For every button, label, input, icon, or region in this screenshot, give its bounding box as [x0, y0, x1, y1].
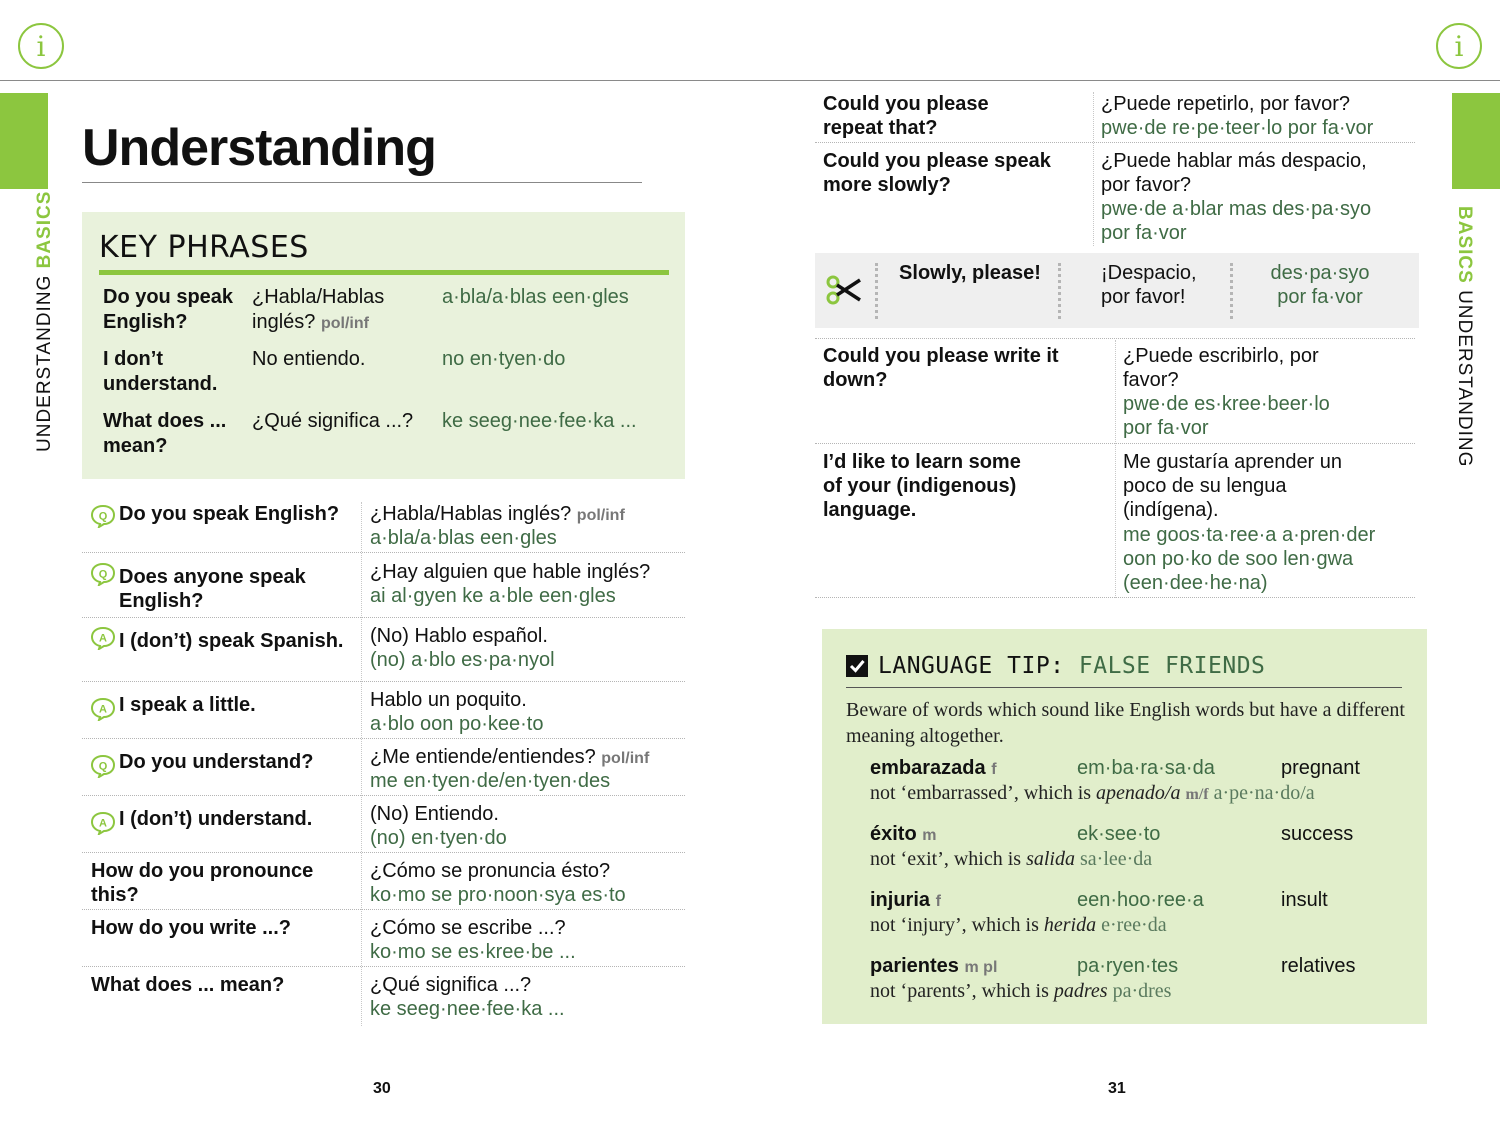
false-friend-meaning: success	[1281, 823, 1354, 845]
tip-intro: Beware of words which sound like English words but have a different meaning altogether.	[846, 699, 1405, 747]
real-word: salida	[1026, 848, 1075, 870]
phrase-english: I don’t understand.	[103, 348, 218, 395]
page-number-right: 31	[1108, 1080, 1126, 1097]
phrase-english: I speak a little.	[119, 694, 256, 716]
tip-heading	[878, 653, 1265, 679]
language-tip-box	[822, 629, 1427, 1024]
false-friend-note	[870, 781, 1315, 807]
real-pronunciation: pa·dres	[1112, 980, 1172, 1002]
phrase-english: I (don’t) understand.	[119, 808, 313, 830]
svg-text:Q: Q	[98, 760, 108, 773]
note-text: not ‘parents’, which is	[870, 980, 1049, 1002]
phrase-pronunciation: ko·mo se es·kree·be ...	[370, 941, 576, 963]
phrase-pronunciation: pwe·de es·kree·beer·lo por fa·vor	[1123, 393, 1330, 439]
svg-text:Q: Q	[98, 568, 108, 581]
row-divider	[82, 617, 685, 618]
key-phrases-heading: KEY PHRASES	[99, 230, 309, 265]
svg-text:Q: Q	[98, 510, 108, 523]
row-divider	[82, 552, 685, 553]
false-friend-word	[870, 756, 997, 782]
slow-phrase-box	[815, 253, 1419, 328]
dotted-divider	[1058, 263, 1061, 319]
spanish-text: ¿Me entiende/entiendes?	[370, 746, 596, 768]
real-word: padres	[1053, 980, 1108, 1002]
row-divider	[82, 966, 685, 967]
phrase-pronunciation: (no) en·tyen·do	[370, 827, 507, 849]
gender-tag: m pl	[964, 959, 998, 976]
scissors-icon	[825, 273, 863, 307]
false-friend-meaning: relatives	[1281, 955, 1356, 977]
false-friend-note	[870, 913, 1167, 938]
phrase-spanish: Hablo un poquito.	[370, 689, 527, 711]
header-rule	[0, 80, 1500, 81]
column-divider	[361, 502, 362, 1026]
word-text: injuria	[870, 889, 931, 911]
tip-label: LANGUAGE TIP:	[878, 653, 1065, 679]
column-divider	[1115, 340, 1116, 598]
phrase-english: Do you understand?	[119, 751, 314, 773]
phrase-spanish: Me gustaría aprender un poco de su lengua (indígena).	[1123, 451, 1343, 521]
phrase-pronunciation: pwe·de a·blar mas des·pa·syo por fa·vor	[1101, 198, 1372, 244]
phrase-spanish: ¿Cómo se pronuncia ésto?	[370, 860, 611, 882]
phrase-english: Does anyone speak English?	[119, 566, 306, 612]
row-divider	[82, 852, 685, 853]
phrase-spanish	[252, 285, 432, 336]
phrase-pronunciation: a·bla/a·blas een·gles	[370, 527, 557, 549]
tip-rule	[846, 687, 1402, 688]
phrase-english: Could you please repeat that?	[823, 93, 989, 139]
phrase-english: How do you pronounce this?	[91, 860, 314, 906]
row-divider	[82, 681, 685, 682]
phrase-english: What does ... mean?	[91, 974, 285, 996]
word-text: embarazada	[870, 757, 986, 779]
right-side-tab	[1452, 93, 1500, 189]
info-circle-icon: i	[18, 23, 64, 69]
title-rule	[82, 182, 642, 183]
key-phrases-box	[82, 212, 685, 479]
phrase-english: How do you write ...?	[91, 917, 291, 939]
phrase-spanish	[370, 745, 690, 771]
gender-tag: f	[991, 761, 997, 778]
phrase-english: I’d like to learn some of your (indigenous) language.	[823, 451, 1021, 521]
false-friend-note	[870, 847, 1152, 872]
spanish-text: ¿Habla/Hablas inglés?	[370, 503, 572, 525]
phrase-english: I (don’t) speak Spanish.	[119, 630, 344, 652]
slow-pronunciation: des·pa·syo por fa·vor	[1270, 262, 1370, 308]
row-divider	[815, 142, 1415, 143]
phrase-spanish: ¿Puede escribirlo, por favor?	[1123, 345, 1319, 391]
spanish-text: ¿Habla/Hablas inglés?	[252, 286, 385, 333]
phrase-pronunciation: ke seeg·nee·fee·ka ...	[442, 410, 637, 432]
phrase-pronunciation: ai al·gyen ke a·ble een·gles	[370, 585, 616, 607]
phrase-pronunciation: me en·tyen·de/en·tyen·des	[370, 770, 611, 792]
phrase-pronunciation: no en·tyen·do	[442, 348, 566, 370]
politeness-tag: pol/inf	[601, 750, 650, 767]
phrase-spanish: (No) Entiendo.	[370, 803, 499, 825]
note-text: not ‘embarrassed’, which is	[870, 782, 1092, 804]
politeness-tag: pol/inf	[320, 315, 369, 332]
slow-spanish: ¡Despacio, por favor!	[1101, 262, 1197, 308]
phrase-pronunciation: a·blo oon po·kee·to	[370, 713, 544, 735]
note-text: not ‘injury’, which is	[870, 914, 1039, 936]
phrase-pronunciation: ke seeg·nee·fee·ka ...	[370, 998, 565, 1020]
column-divider	[1093, 92, 1094, 246]
false-friend-meaning: pregnant	[1281, 757, 1360, 779]
phrase-pronunciation: ko·mo se pro·noon·sya es·to	[370, 884, 626, 906]
left-side-tab	[0, 93, 48, 189]
phrase-spanish: ¿Hay alguien que hable inglés?	[370, 561, 651, 583]
svg-text:A: A	[99, 817, 107, 830]
pronunciation-text: a·bla/a·blas een·gles	[442, 286, 629, 308]
word-text: parientes	[870, 955, 959, 977]
phrase-english: Could you please speak more slowly?	[823, 150, 1051, 196]
answer-speech-icon	[90, 697, 116, 721]
phrase-spanish	[370, 502, 690, 528]
tip-title: FALSE FRIENDS	[1078, 653, 1266, 679]
gender-tag: m/f	[1185, 786, 1209, 803]
politeness-tag: pol/inf	[576, 507, 625, 524]
false-friend-pronunciation: een·hoo·ree·a	[1077, 889, 1204, 911]
phrase-english: Do you speak English?	[103, 286, 234, 333]
answer-speech-icon	[90, 626, 116, 650]
real-word: apenado/a	[1096, 782, 1181, 804]
svg-text:A: A	[99, 703, 107, 716]
phrase-spanish: No entiendo.	[252, 348, 366, 370]
question-speech-icon	[90, 754, 116, 778]
phrase-pronunciation	[442, 285, 672, 310]
real-word: herida	[1043, 914, 1097, 936]
dotted-divider	[875, 263, 878, 319]
false-friend-meaning: insult	[1281, 889, 1328, 911]
row-divider	[82, 909, 685, 910]
info-circle-icon: i	[1436, 23, 1482, 69]
note-text: not ‘exit’, which is	[870, 848, 1022, 870]
phrase-pronunciation: pwe·de re·pe·teer·lo por fa·vor	[1101, 117, 1374, 139]
false-friend-note	[870, 979, 1171, 1004]
word-text: éxito	[870, 823, 917, 845]
phrase-english: Could you please write it down?	[823, 345, 1059, 391]
false-friend-word	[870, 822, 936, 848]
phrase-spanish: ¿Qué significa ...?	[370, 974, 532, 996]
svg-text:A: A	[99, 632, 107, 645]
phrase-english: Do you speak English?	[119, 503, 340, 525]
phrase-spanish: ¿Puede hablar más despacio, por favor?	[1101, 150, 1367, 196]
row-divider	[82, 795, 685, 796]
false-friend-word	[870, 954, 997, 980]
page-title: Understanding	[82, 119, 436, 177]
phrase-spanish: ¿Puede repetirlo, por favor?	[1101, 93, 1351, 115]
false-friend-pronunciation: em·ba·ra·sa·da	[1077, 757, 1215, 779]
false-friend-pronunciation: pa·ryen·tes	[1077, 955, 1179, 977]
question-speech-icon	[90, 562, 116, 586]
phrase-pronunciation: (no) a·blo es·pa·nyol	[370, 649, 555, 671]
question-speech-icon	[90, 504, 116, 528]
false-friend-word	[870, 888, 941, 914]
phrase-spanish: ¿Qué significa ...?	[252, 410, 414, 432]
left-side-label: UNDERSTANDING BASICS	[34, 190, 55, 452]
gender-tag: f	[935, 893, 941, 910]
gender-tag: m	[922, 827, 937, 844]
checkbox-icon	[846, 655, 868, 677]
false-friend-pronunciation: ek·see·to	[1077, 823, 1161, 845]
phrase-spanish: (No) Hablo español.	[370, 625, 548, 647]
answer-speech-icon	[90, 811, 116, 835]
phrase-spanish: ¿Cómo se escribe ...?	[370, 917, 566, 939]
dotted-divider	[1230, 263, 1233, 319]
phrase-english: What does ... mean?	[103, 410, 227, 457]
key-phrases-rule	[99, 270, 669, 275]
right-side-label: BASICS UNDERSTANDING	[1454, 206, 1475, 468]
real-pronunciation: e·ree·da	[1101, 914, 1167, 936]
row-divider	[815, 338, 1415, 339]
row-divider	[82, 738, 685, 739]
phrase-pronunciation: me goos·ta·ree·a a·pren·der oon po·ko de soo len·gwa (een·dee·he·na)	[1123, 524, 1376, 594]
slow-english: Slowly, please!	[899, 262, 1041, 284]
real-pronunciation: a·pe·na·do/a	[1213, 782, 1315, 804]
real-pronunciation: sa·lee·da	[1080, 848, 1153, 870]
page-number-left: 30	[373, 1080, 391, 1097]
